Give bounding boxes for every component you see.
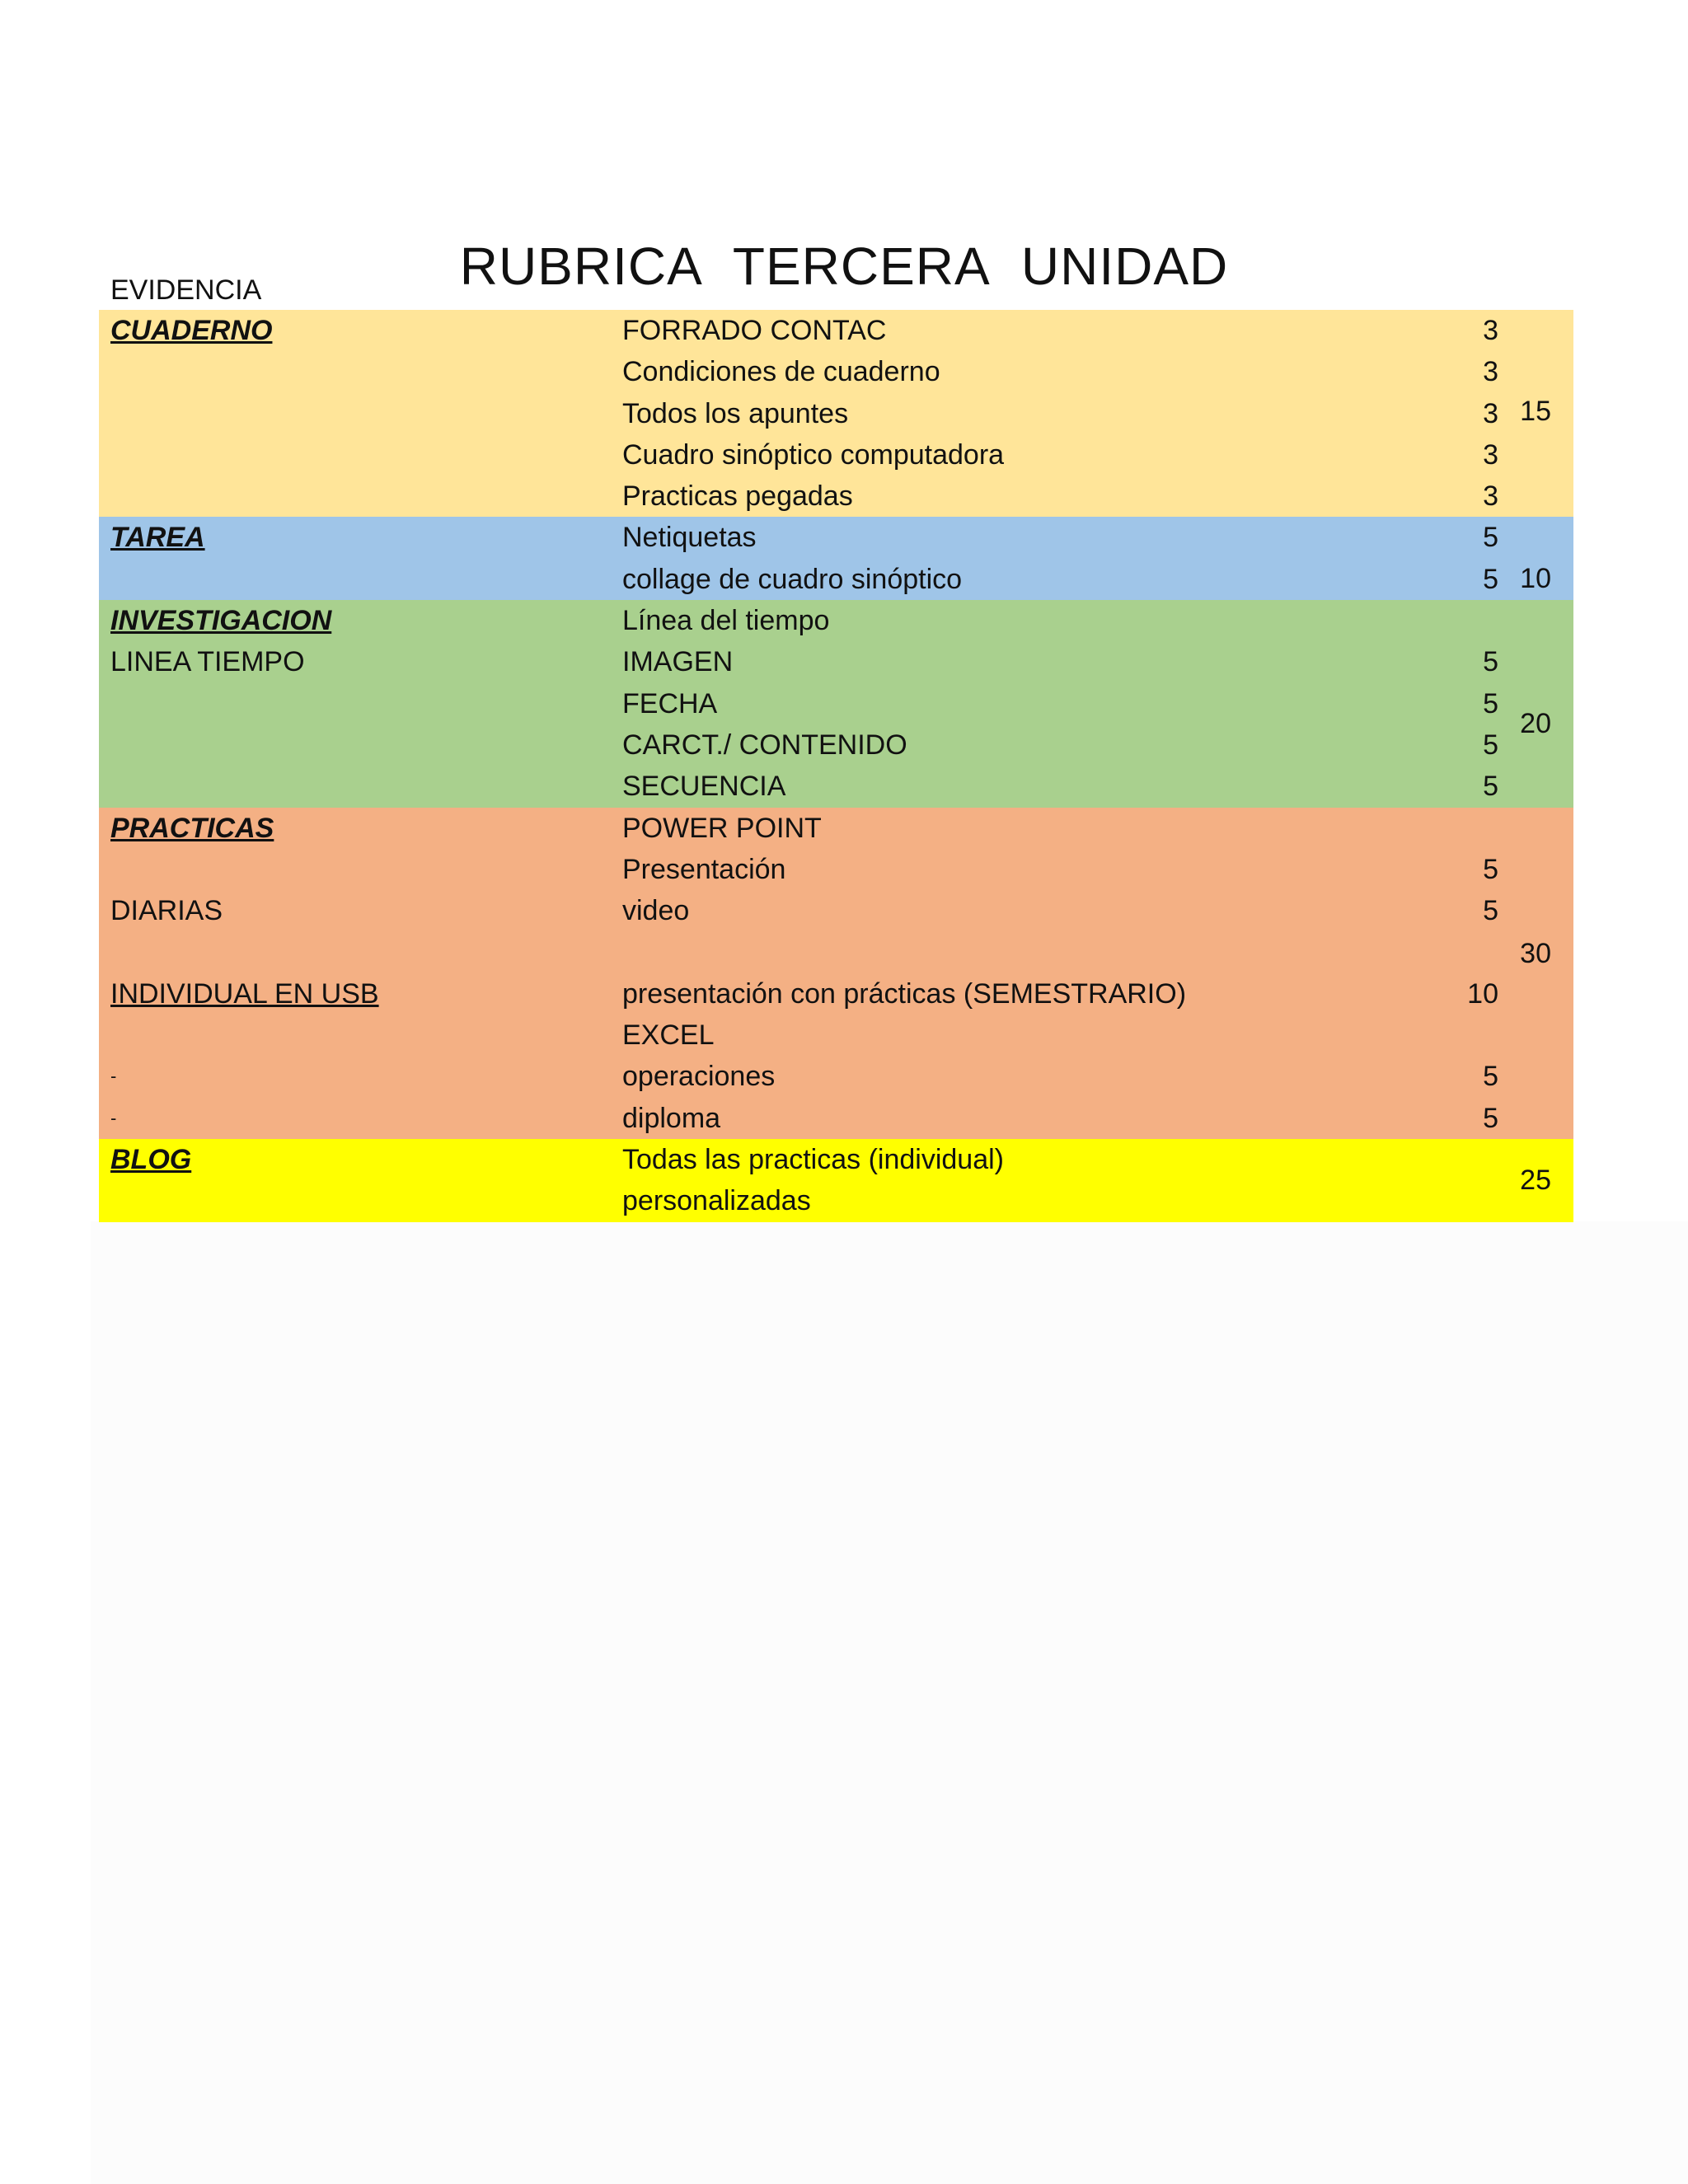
group-total: 30 <box>1520 937 1551 969</box>
criterion-points: 5 <box>1483 729 1498 761</box>
table-row <box>99 393 1573 434</box>
criterion-points: 3 <box>1483 315 1498 346</box>
criterion-item: IMAGEN <box>622 646 734 678</box>
criterion-item: SECUENCIA <box>622 771 786 803</box>
table-row <box>99 351 1573 392</box>
group-heading-tarea: TAREA <box>110 522 205 554</box>
rubric-table <box>99 310 1573 1222</box>
table-row <box>99 808 1573 849</box>
criterion-points: 5 <box>1483 1061 1498 1093</box>
group-heading-investigacion: INVESTIGACION <box>110 605 332 637</box>
table-row <box>99 724 1573 766</box>
group-blog <box>99 1139 1573 1222</box>
table-row <box>99 1056 1573 1097</box>
table-row <box>99 849 1573 890</box>
criterion-points: 3 <box>1483 397 1498 429</box>
criterion-item: FECHA <box>622 687 718 719</box>
table-row <box>99 890 1573 931</box>
table-row <box>99 600 1573 641</box>
dash-marker: - <box>110 1066 117 1087</box>
table-row <box>99 1139 1573 1180</box>
evidence-label: EVIDENCIA <box>110 274 262 306</box>
criterion-item: Netiquetas <box>622 522 757 554</box>
criterion-item: video <box>622 895 690 927</box>
table-row <box>99 641 1573 682</box>
criterion-item: Todos los apuntes <box>622 397 849 429</box>
group-cuaderno <box>99 310 1573 517</box>
group-total: 25 <box>1520 1164 1551 1196</box>
table-row <box>99 973 1573 1015</box>
criterion-points: 3 <box>1483 356 1498 388</box>
table-row <box>99 476 1573 517</box>
dash-marker: - <box>110 1107 117 1128</box>
criterion-points: 5 <box>1483 646 1498 678</box>
criterion-points: 3 <box>1483 438 1498 471</box>
criterion-points: 5 <box>1483 1102 1498 1134</box>
criterion-item: CARCT./ CONTENIDO <box>622 729 907 761</box>
group-total: 10 <box>1520 563 1551 595</box>
table-row <box>99 310 1573 351</box>
subgroup-label: INDIVIDUAL EN USB <box>110 977 379 1010</box>
table-row <box>99 559 1573 600</box>
criterion-points: 5 <box>1483 853 1498 885</box>
table-row <box>99 434 1573 476</box>
table-row <box>99 766 1573 807</box>
criterion-points: 5 <box>1483 687 1498 719</box>
criterion-item: POWER POINT <box>622 812 822 844</box>
table-row <box>99 1015 1573 1056</box>
group-tarea <box>99 517 1573 600</box>
criterion-item: Todas las practicas (individual) <box>622 1143 1004 1175</box>
criterion-points: 5 <box>1483 563 1498 595</box>
criterion-item: collage de cuadro sinóptico <box>622 563 963 595</box>
document-title: RUBRICA TERCERA UNIDAD <box>459 236 1229 296</box>
criterion-item: operaciones <box>622 1061 776 1093</box>
subgroup-label: DIARIAS <box>110 895 223 927</box>
criterion-item: EXCEL <box>622 1019 715 1052</box>
criterion-points: 5 <box>1483 895 1498 927</box>
table-row <box>99 517 1573 558</box>
criterion-points: 3 <box>1483 480 1498 513</box>
criterion-item: Practicas pegadas <box>622 480 853 513</box>
criterion-item: Línea del tiempo <box>622 605 830 637</box>
criterion-item: presentación con prácticas (SEMESTRARIO) <box>622 977 1187 1010</box>
group-practicas <box>99 808 1573 1139</box>
group-heading-practicas: PRACTICAS <box>110 812 274 844</box>
page-background <box>91 1221 1688 2184</box>
group-total: 15 <box>1520 396 1551 427</box>
table-row <box>99 1180 1573 1221</box>
criterion-item: Presentación <box>622 853 786 885</box>
criterion-points: 10 <box>1467 977 1498 1010</box>
criterion-points: 5 <box>1483 771 1498 803</box>
criterion-item: personalizadas <box>622 1185 811 1217</box>
group-investigacion <box>99 600 1573 807</box>
criterion-item: FORRADO CONTAC <box>622 315 887 346</box>
criterion-points: 5 <box>1483 522 1498 554</box>
table-row <box>99 1098 1573 1139</box>
criterion-item: diploma <box>622 1102 721 1134</box>
subgroup-label: LINEA TIEMPO <box>110 646 305 678</box>
group-heading-blog: BLOG <box>110 1143 192 1175</box>
group-heading-cuaderno: CUADERNO <box>110 315 273 346</box>
table-row <box>99 931 1573 972</box>
criterion-item: Condiciones de cuaderno <box>622 356 940 388</box>
group-total: 20 <box>1520 708 1551 740</box>
table-row <box>99 683 1573 724</box>
criterion-item: Cuadro sinóptico computadora <box>622 438 1005 471</box>
